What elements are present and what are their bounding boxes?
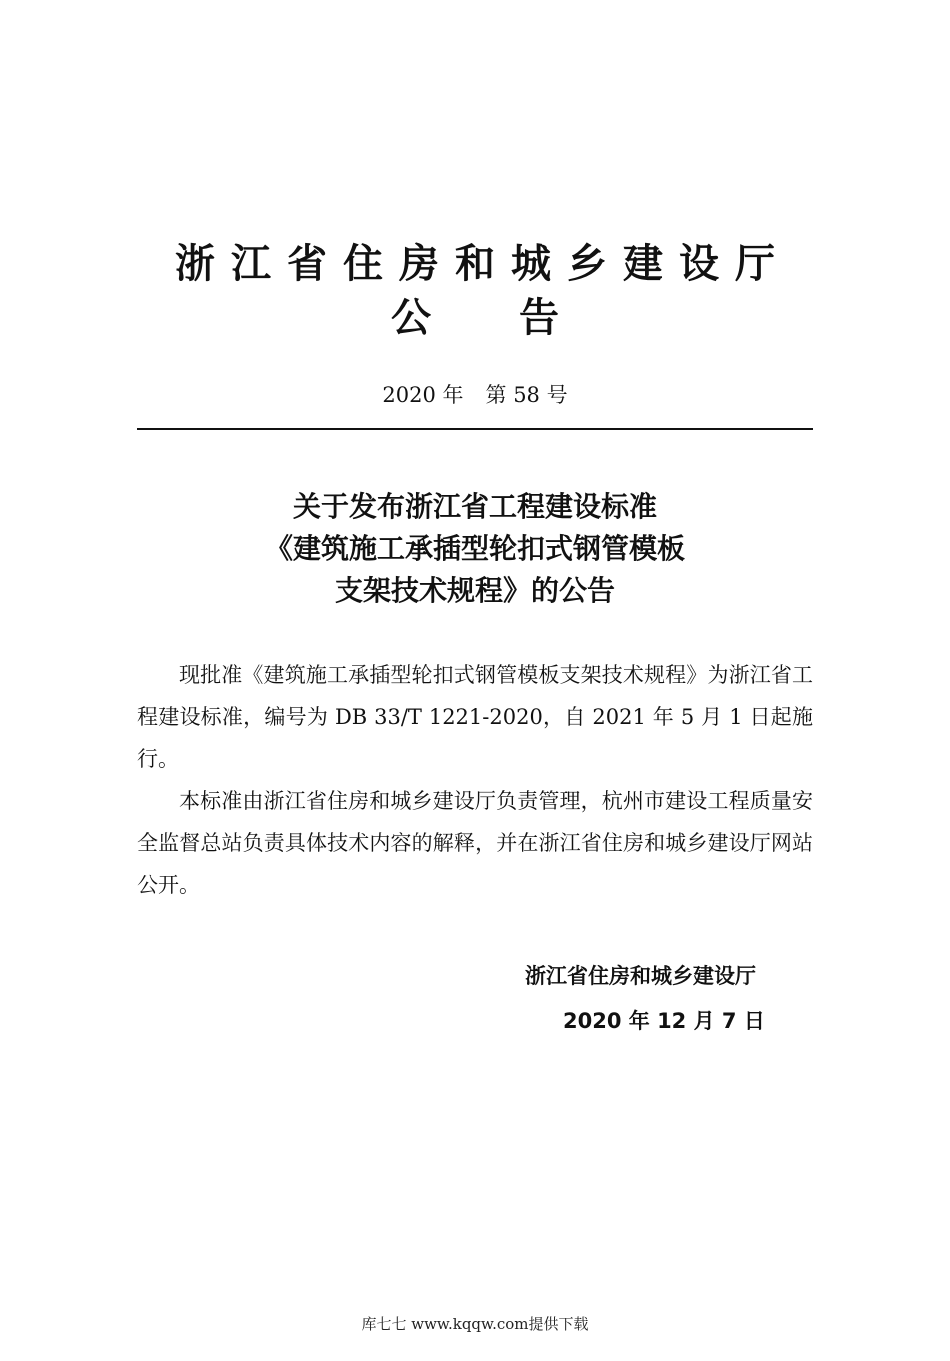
document-type-char-1: 公: [391, 295, 431, 341]
announcement-title: [0, 486, 950, 612]
issuer-heading: 浙江省住房和城乡建设厅: [175, 241, 791, 287]
announcement-body: [137, 654, 813, 906]
download-footer: 库七七 www.kqqw.com提供下载: [361, 1315, 589, 1333]
body-paragraph-1: 现批准《建筑施工承插型轮扣式钢管模板支架技术规程》为浙江省工程建设标准，编号为 DB 33/T 1221-2020，自 2021 年 5 月 1 日起施行。: [137, 663, 813, 771]
document-type-heading: [0, 292, 950, 344]
title-line-1: 关于发布浙江省工程建设标准: [292, 490, 657, 523]
document-type-char-2: 告: [519, 295, 559, 341]
document-year: 2020 年: [382, 383, 464, 407]
signer-name: 浙江省住房和城乡建设厅: [525, 964, 756, 988]
header-divider: [137, 428, 813, 430]
title-line-2: 《建筑施工承插型轮扣式钢管模板: [264, 532, 685, 565]
signature-date: 2020 年 12 月 7 日: [563, 1009, 765, 1033]
document-serial: 第 58 号: [485, 383, 568, 407]
document-number: [0, 380, 950, 410]
body-paragraph-2: 本标准由浙江省住房和城乡建设厅负责管理，杭州市建设工程质量安全监督总站负责具体技术内容的解释，并在浙江省住房和城乡建设厅网站公开。: [137, 789, 813, 897]
title-line-3: 支架技术规程》的公告: [334, 574, 615, 607]
